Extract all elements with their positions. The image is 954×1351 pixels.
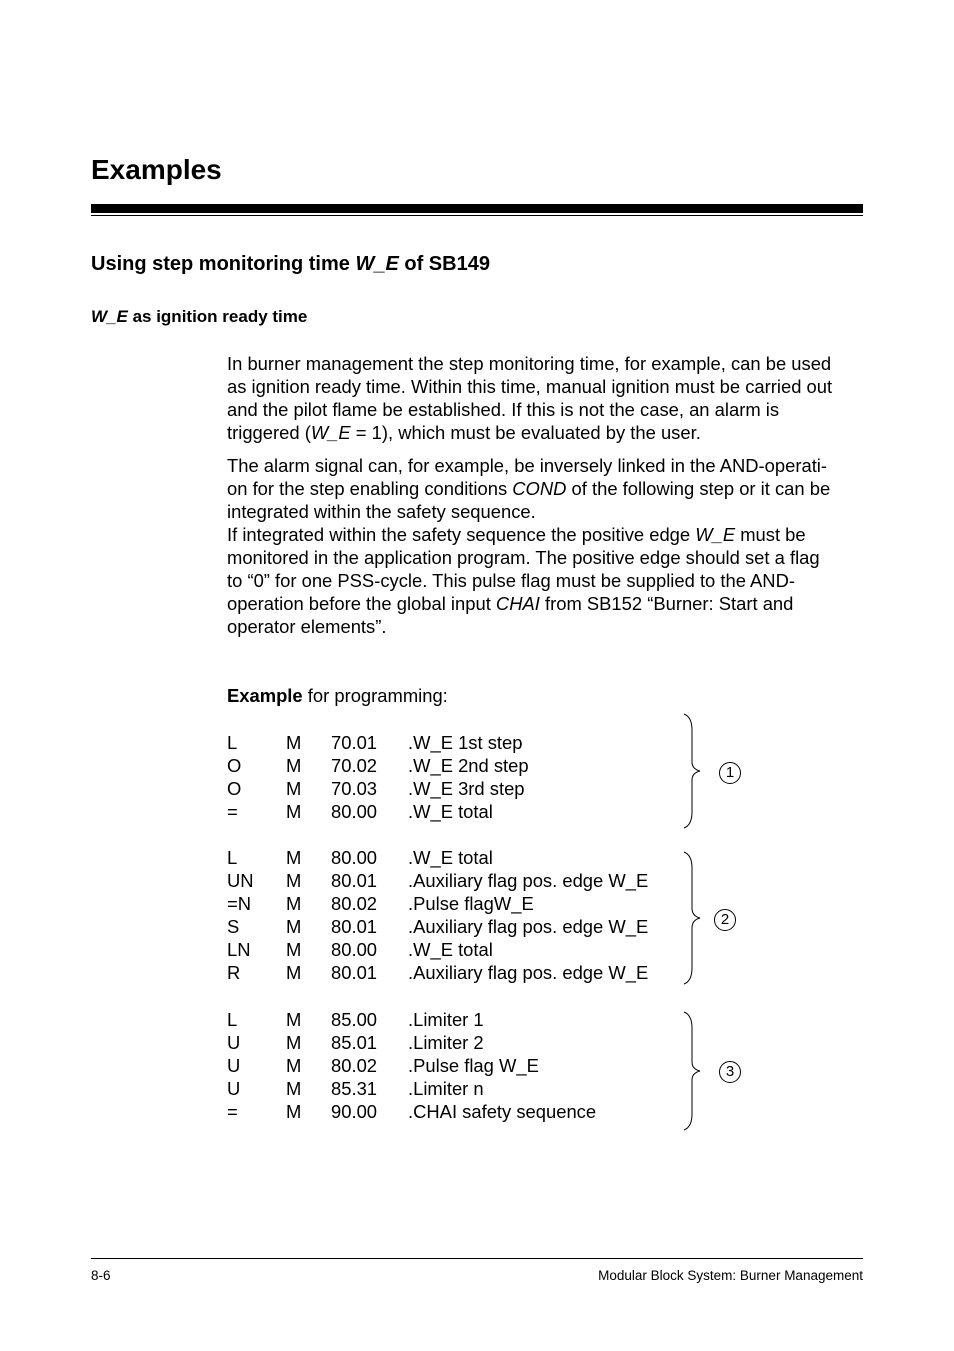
code-operation: UN <box>227 870 254 891</box>
code-operation: S <box>227 916 240 937</box>
brace-group-1 <box>676 712 706 830</box>
paragraph-1-line: In burner management the step monitoring time, for example, can be used <box>227 353 832 374</box>
code-address: 70.03 <box>331 778 378 799</box>
code-address: 80.01 <box>331 962 378 983</box>
paragraph-1-line <box>227 421 867 444</box>
code-comment: .Auxiliary flag pos. edge W_E <box>408 962 649 983</box>
code-operand-type: M <box>286 732 302 753</box>
code-operation: = <box>227 801 238 822</box>
footer-page-number: 8-6 <box>91 1268 111 1283</box>
paragraph-2-line: monitored in the application program. The positive edge should set a flag <box>227 547 820 568</box>
code-operation: U <box>227 1055 241 1076</box>
code-operand-type: M <box>286 893 302 914</box>
brace-group-3 <box>676 1010 706 1132</box>
code-address: 80.00 <box>331 939 378 960</box>
code-comment: .W_E total <box>408 939 493 960</box>
code-operation: O <box>227 755 242 776</box>
code-operand-type: M <box>286 1032 302 1053</box>
code-comment: .Auxiliary flag pos. edge W_E <box>408 870 649 891</box>
code-operation: U <box>227 1032 241 1053</box>
marker-2: 2 <box>714 909 736 931</box>
section-heading <box>91 251 490 277</box>
code-operand-type: M <box>286 916 302 937</box>
paragraph-1-line: as ignition ready time. Within this time, manual ignition must be carried out <box>227 376 833 397</box>
italic-run: W_E <box>310 422 351 443</box>
code-address: 90.00 <box>331 1101 378 1122</box>
text-run: = 1), which must be evaluated by the user. <box>350 422 701 443</box>
paragraph-2-line <box>227 477 867 500</box>
page-title: Examples <box>91 154 222 185</box>
code-operand-type: M <box>286 801 302 822</box>
code-operand-type: M <box>286 847 302 868</box>
code-address: 80.00 <box>331 847 378 868</box>
marker-3: 3 <box>719 1061 741 1083</box>
paragraph-2-line: operator elements”. <box>227 616 387 637</box>
text-run: on for the step enabling conditions <box>227 478 513 499</box>
code-operation: L <box>227 847 238 868</box>
code-operand-type: M <box>286 778 302 799</box>
code-operand-type: M <box>286 1101 302 1122</box>
code-address: 70.01 <box>331 732 378 753</box>
marker-1: 1 <box>719 762 741 784</box>
example-intro-text: for programming: <box>302 685 448 706</box>
code-operation: =N <box>227 893 252 914</box>
text-run: triggered ( <box>227 422 311 443</box>
code-operation: O <box>227 778 242 799</box>
italic-run: COND <box>512 478 567 499</box>
italic-run: CHAI <box>495 593 540 614</box>
section-heading-text: Using step monitoring time <box>91 253 356 275</box>
title-rule-thin <box>91 215 863 216</box>
code-operation: L <box>227 732 238 753</box>
text-run: must be <box>735 524 806 545</box>
code-comment: .Pulse flag W_E <box>408 1055 539 1076</box>
code-comment: .W_E 1st step <box>408 732 523 753</box>
code-comment: .Limiter n <box>408 1078 484 1099</box>
paragraph-2 <box>227 454 867 638</box>
code-comment: .CHAI safety sequence <box>408 1101 597 1122</box>
code-comment: .Limiter 1 <box>408 1009 484 1030</box>
code-comment: .W_E 3rd step <box>408 778 525 799</box>
code-address: 80.01 <box>331 916 378 937</box>
code-operand-type: M <box>286 755 302 776</box>
subsection-heading <box>91 306 307 328</box>
footer-title: Modular Block System: Burner Management <box>598 1268 863 1283</box>
code-address: 80.02 <box>331 1055 378 1076</box>
paragraph-2-line <box>227 523 867 546</box>
paragraph-1-line: and the pilot flame be established. If this is not the case, an alarm is <box>227 399 780 420</box>
paragraph-2-line: integrated within the safety sequence. <box>227 501 536 522</box>
code-address: 80.00 <box>331 801 378 822</box>
paragraph-2-line <box>227 592 867 615</box>
code-comment: .Auxiliary flag pos. edge W_E <box>408 916 649 937</box>
code-operand-type: M <box>286 870 302 891</box>
title-rule-thick <box>91 204 863 213</box>
code-address: 85.01 <box>331 1032 378 1053</box>
code-operation: LN <box>227 939 251 960</box>
code-comment: .W_E total <box>408 801 493 822</box>
section-heading-suffix: of SB149 <box>398 253 490 275</box>
code-operation: R <box>227 962 241 983</box>
section-heading-italic: W_E <box>355 253 399 275</box>
code-operand-type: M <box>286 962 302 983</box>
code-operand-type: M <box>286 1009 302 1030</box>
code-operation: U <box>227 1078 241 1099</box>
italic-run: W_E <box>695 524 736 545</box>
code-operand-type: M <box>286 1055 302 1076</box>
subsection-heading-text: as ignition ready time <box>127 307 308 326</box>
brace-group-2 <box>676 850 706 986</box>
code-address: 70.02 <box>331 755 378 776</box>
paragraph-1 <box>227 352 867 444</box>
code-address: 80.02 <box>331 893 378 914</box>
code-address: 85.31 <box>331 1078 378 1099</box>
subsection-heading-italic: W_E <box>91 307 128 326</box>
code-operand-type: M <box>286 939 302 960</box>
code-operation: L <box>227 1009 238 1030</box>
code-comment: .W_E total <box>408 847 493 868</box>
code-comment: .Pulse flagW_E <box>408 893 534 914</box>
code-address: 80.01 <box>331 870 378 891</box>
text-run: of the following step or it can be <box>566 478 831 499</box>
text-run: operation before the global input <box>227 593 496 614</box>
code-operation: = <box>227 1101 238 1122</box>
code-operand-type: M <box>286 1078 302 1099</box>
example-intro <box>227 684 448 707</box>
example-label: Example <box>227 685 303 706</box>
code-comment: .W_E 2nd step <box>408 755 529 776</box>
code-address: 85.00 <box>331 1009 378 1030</box>
paragraph-2-line: The alarm signal can, for example, be inversely linked in the AND-operati- <box>227 455 828 476</box>
text-run: from SB152 “Burner: Start and <box>539 593 794 614</box>
code-comment: .Limiter 2 <box>408 1032 484 1053</box>
paragraph-2-line: to “0” for one PSS-cycle. This pulse flag must be supplied to the AND- <box>227 570 795 591</box>
text-run: If integrated within the safety sequence the positive edge <box>227 524 696 545</box>
footer-rule <box>91 1258 863 1259</box>
